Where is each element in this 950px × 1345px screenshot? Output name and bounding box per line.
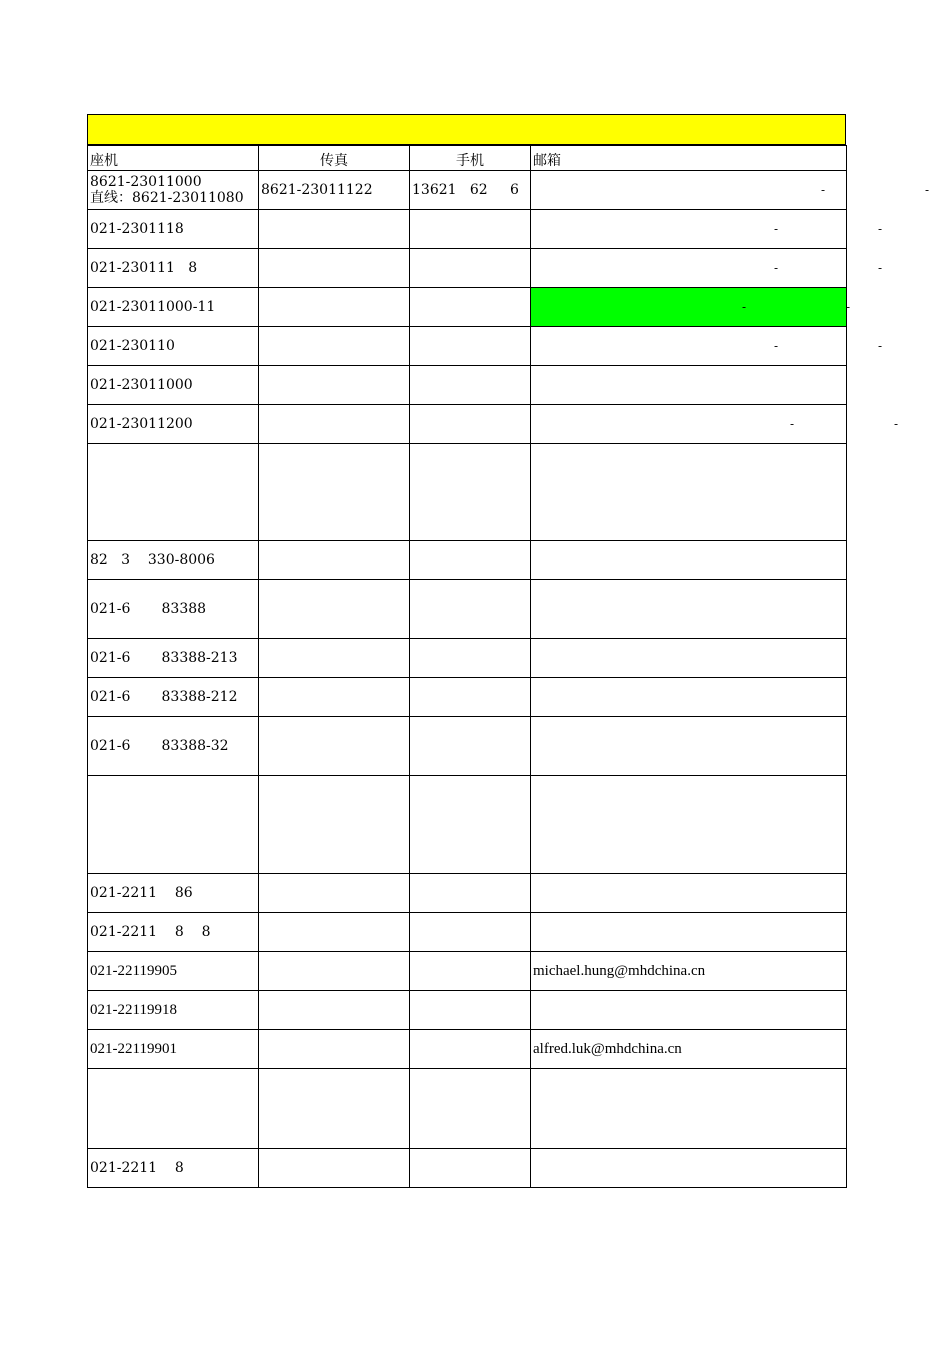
email-cell[interactable]: [531, 366, 847, 405]
dash-mark: -: [894, 417, 899, 431]
title-band: [87, 114, 846, 145]
mobile-cell[interactable]: [410, 1149, 531, 1188]
table-row: [88, 249, 847, 288]
dash-mark: -: [878, 222, 883, 236]
landline-cell[interactable]: 82 3 330-8006: [88, 541, 259, 580]
table-row: [88, 776, 847, 874]
landline-cell[interactable]: [88, 1069, 259, 1149]
table-row: [88, 1030, 847, 1069]
mobile-cell[interactable]: [410, 717, 531, 776]
email-cell[interactable]: [531, 210, 883, 249]
landline-cell[interactable]: 021-6 83388-213: [88, 639, 259, 678]
fax-cell[interactable]: [259, 288, 410, 327]
landline-cell[interactable]: [88, 171, 259, 210]
email-cell[interactable]: alfred.luk@mhdchina.cn: [531, 1030, 847, 1069]
email-cell[interactable]: [531, 541, 847, 580]
dash-mark: -: [846, 300, 851, 314]
mobile-cell[interactable]: [410, 327, 531, 366]
mobile-cell[interactable]: [410, 952, 531, 991]
email-cell-highlighted[interactable]: [531, 288, 851, 327]
fax-cell[interactable]: [259, 952, 410, 991]
table-row: [88, 1149, 847, 1188]
email-cell[interactable]: [531, 717, 847, 776]
mobile-cell[interactable]: [410, 366, 531, 405]
dash-mark: -: [774, 222, 779, 236]
fax-cell[interactable]: [259, 1149, 410, 1188]
dash-mark: -: [790, 417, 795, 431]
mobile-cell[interactable]: [410, 249, 531, 288]
fax-cell[interactable]: [259, 1030, 410, 1069]
landline-cell[interactable]: 021-230110: [88, 327, 259, 366]
landline-cell[interactable]: [88, 776, 259, 874]
table-row: [88, 580, 847, 639]
landline-cell[interactable]: 021-23011200: [88, 405, 259, 444]
mobile-cell[interactable]: [410, 580, 531, 639]
table-row: [88, 952, 847, 991]
fax-cell[interactable]: [259, 776, 410, 874]
mobile-cell[interactable]: [410, 776, 531, 874]
table-row: [88, 717, 847, 776]
header-email[interactable]: 邮箱: [531, 146, 847, 171]
table-row: [88, 444, 847, 541]
email-cell[interactable]: [531, 678, 847, 717]
dash-mark: -: [742, 300, 747, 314]
mobile-cell[interactable]: 13621 62 6: [410, 171, 531, 210]
mobile-cell[interactable]: [410, 678, 531, 717]
landline-cell[interactable]: 021-2301118: [88, 210, 259, 249]
email-cell[interactable]: [531, 1069, 847, 1149]
landline-cell[interactable]: [88, 444, 259, 541]
landline-cell[interactable]: 021-22119905: [88, 952, 259, 991]
landline-cell[interactable]: 021-6 83388-32: [88, 717, 259, 776]
dash-mark: -: [878, 339, 883, 353]
fax-cell[interactable]: [259, 444, 410, 541]
mobile-cell[interactable]: [410, 639, 531, 678]
landline-cell[interactable]: 021-22119901: [88, 1030, 259, 1069]
mobile-cell[interactable]: [410, 444, 531, 541]
mobile-cell[interactable]: [410, 541, 531, 580]
mobile-cell[interactable]: [410, 288, 531, 327]
table-row: [88, 405, 847, 444]
header-row: [88, 146, 847, 171]
dash-mark: -: [925, 183, 930, 197]
fax-cell[interactable]: [259, 678, 410, 717]
header-landline[interactable]: 座机: [88, 146, 259, 171]
mobile-cell[interactable]: [410, 1030, 531, 1069]
fax-cell[interactable]: [259, 991, 410, 1030]
email-cell[interactable]: [531, 991, 847, 1030]
fax-cell[interactable]: [259, 405, 410, 444]
table-row: [88, 210, 847, 249]
landline-cell[interactable]: 021-6 83388-212: [88, 678, 259, 717]
mobile-cell[interactable]: [410, 913, 531, 952]
fax-cell[interactable]: [259, 541, 410, 580]
email-cell[interactable]: michael.hung@mhdchina.cn: [531, 952, 847, 991]
email-cell[interactable]: [531, 171, 930, 210]
fax-cell[interactable]: [259, 639, 410, 678]
email-cell[interactable]: [531, 1149, 847, 1188]
landline-cell[interactable]: 021-2211 8: [88, 1149, 259, 1188]
fax-cell[interactable]: [259, 327, 410, 366]
table-row: [88, 913, 847, 952]
fax-cell[interactable]: [259, 366, 410, 405]
mobile-cell[interactable]: [410, 991, 531, 1030]
fax-cell[interactable]: [259, 1069, 410, 1149]
table-row: [88, 366, 847, 405]
email-cell[interactable]: [531, 874, 847, 913]
fax-cell[interactable]: 8621-23011122: [259, 171, 410, 210]
email-cell[interactable]: [531, 580, 847, 639]
landline-cell[interactable]: 021-22119918: [88, 991, 259, 1030]
landline-cell[interactable]: 021-230111 8: [88, 249, 259, 288]
email-cell[interactable]: [531, 405, 899, 444]
table-row: [88, 171, 847, 210]
mobile-cell[interactable]: [410, 874, 531, 913]
contact-table: [87, 145, 930, 1188]
table-row: [88, 288, 847, 327]
contact-sheet: [87, 114, 930, 1188]
email-cell[interactable]: [531, 327, 883, 366]
fax-cell[interactable]: [259, 717, 410, 776]
dash-mark: -: [878, 261, 883, 275]
email-cell[interactable]: [531, 639, 847, 678]
table-row: [88, 541, 847, 580]
landline-cell[interactable]: 021-23011000: [88, 366, 259, 405]
landline-line1: 8621-23011000: [90, 174, 202, 190]
fax-cell[interactable]: [259, 874, 410, 913]
header-fax[interactable]: 传真: [259, 146, 410, 171]
fax-cell[interactable]: [259, 580, 410, 639]
email-cell[interactable]: [531, 249, 883, 288]
mobile-cell[interactable]: [410, 210, 531, 249]
dash-mark: -: [774, 261, 779, 275]
table-row: [88, 991, 847, 1030]
header-mobile[interactable]: 手机: [410, 146, 531, 171]
dash-mark: -: [774, 339, 779, 353]
landline-cell[interactable]: 021-6 83388: [88, 580, 259, 639]
dash-mark: -: [821, 183, 826, 197]
landline-cell[interactable]: 021-2211 8 8: [88, 913, 259, 952]
table-row: [88, 327, 847, 366]
mobile-cell[interactable]: [410, 405, 531, 444]
email-cell[interactable]: [531, 776, 847, 874]
landline-line2: 直线：8621-23011080: [90, 190, 244, 206]
mobile-cell[interactable]: [410, 1069, 531, 1149]
fax-cell[interactable]: [259, 913, 410, 952]
email-cell[interactable]: [531, 913, 847, 952]
table-row: [88, 874, 847, 913]
email-cell[interactable]: [531, 444, 847, 541]
table-row: [88, 678, 847, 717]
table-row: [88, 1069, 847, 1149]
fax-cell[interactable]: [259, 210, 410, 249]
table-row: [88, 639, 847, 678]
fax-cell[interactable]: [259, 249, 410, 288]
landline-cell[interactable]: 021-2211 86: [88, 874, 259, 913]
landline-cell[interactable]: 021-23011000-11: [88, 288, 259, 327]
